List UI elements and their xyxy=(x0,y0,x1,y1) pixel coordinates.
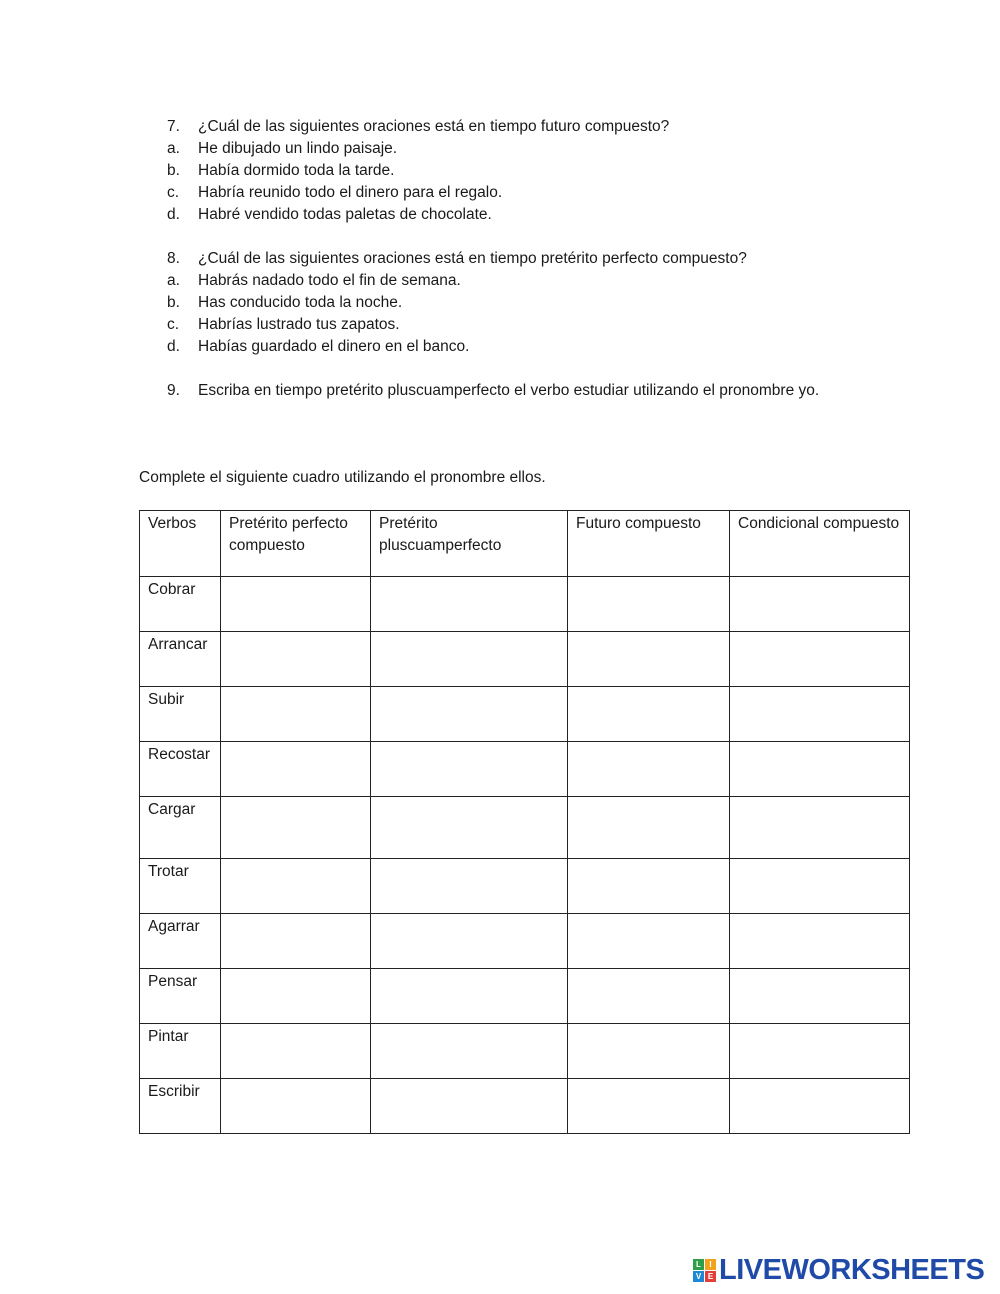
option-text: Había dormido toda la tarde. xyxy=(198,162,395,179)
liveworksheets-logo xyxy=(693,1255,984,1285)
table-row xyxy=(140,914,910,969)
answer-cell[interactable] xyxy=(730,1079,910,1134)
answer-cell[interactable] xyxy=(221,1024,371,1079)
question-prompt xyxy=(167,380,967,402)
answer-cell[interactable] xyxy=(371,742,568,797)
verb-cell: Trotar xyxy=(140,859,221,914)
answer-cell[interactable] xyxy=(371,632,568,687)
question-8 xyxy=(167,248,967,358)
header-preterito-pluscuamperfecto: Pretérito pluscuamperfecto xyxy=(371,511,568,577)
answer-cell[interactable] xyxy=(730,742,910,797)
answer-cell[interactable] xyxy=(221,632,371,687)
answer-cell[interactable] xyxy=(730,969,910,1024)
verb-cell: Escribir xyxy=(140,1079,221,1134)
verb-cell: Pensar xyxy=(140,969,221,1024)
table-row xyxy=(140,969,910,1024)
option-item[interactable] xyxy=(167,292,967,314)
option-letter: b. xyxy=(167,162,180,179)
table-row xyxy=(140,1024,910,1079)
header-verbos: Verbos xyxy=(140,511,221,577)
option-text: Habrás nadado todo el fin de semana. xyxy=(198,272,461,289)
question-text: Escriba en tiempo pretérito pluscuamperfecto el verbo estudiar utilizando el pronombre yo. xyxy=(198,382,820,399)
answer-cell[interactable] xyxy=(371,1024,568,1079)
option-text: Has conducido toda la noche. xyxy=(198,294,403,311)
answer-cell[interactable] xyxy=(221,914,371,969)
answer-cell[interactable] xyxy=(221,1079,371,1134)
table-row xyxy=(140,859,910,914)
question-text: ¿Cuál de las siguientes oraciones está en tiempo pretérito perfecto compuesto? xyxy=(198,250,747,267)
answer-cell[interactable] xyxy=(568,914,730,969)
header-futuro-compuesto: Futuro compuesto xyxy=(568,511,730,577)
question-text: ¿Cuál de las siguientes oraciones está en tiempo futuro compuesto? xyxy=(198,118,670,135)
answer-cell[interactable] xyxy=(371,577,568,632)
table-body xyxy=(140,577,910,1134)
option-letter: d. xyxy=(167,338,180,355)
answer-cell[interactable] xyxy=(730,859,910,914)
question-9 xyxy=(167,380,967,402)
option-letter: a. xyxy=(167,272,180,289)
question-number: 9. xyxy=(167,382,180,399)
answer-cell[interactable] xyxy=(568,742,730,797)
table-row xyxy=(140,1079,910,1134)
option-letter: c. xyxy=(167,184,180,201)
verb-cell: Cargar xyxy=(140,797,221,859)
answer-cell[interactable] xyxy=(221,797,371,859)
answer-cell[interactable] xyxy=(221,577,371,632)
question-number: 8. xyxy=(167,250,180,267)
verb-cell: Recostar xyxy=(140,742,221,797)
answer-cell[interactable] xyxy=(371,687,568,742)
answer-cell[interactable] xyxy=(568,1024,730,1079)
logo-text: LIVEWORKSHEETS xyxy=(719,1253,985,1286)
header-preterito-perfecto-compuesto: Pretérito perfecto compuesto xyxy=(221,511,371,577)
logo-mark-tile: I xyxy=(705,1259,716,1270)
option-text: Habré vendido todas paletas de chocolate. xyxy=(198,206,492,223)
option-text: He dibujado un lindo paisaje. xyxy=(198,140,398,157)
logo-mark-tile: E xyxy=(705,1271,716,1282)
answer-cell[interactable] xyxy=(730,687,910,742)
question-number: 7. xyxy=(167,118,180,135)
verb-cell: Arrancar xyxy=(140,632,221,687)
option-item[interactable] xyxy=(167,204,967,226)
question-prompt xyxy=(167,116,967,138)
question-prompt xyxy=(167,248,967,270)
answer-cell[interactable] xyxy=(221,687,371,742)
answer-cell[interactable] xyxy=(730,914,910,969)
answer-cell[interactable] xyxy=(568,969,730,1024)
question-7 xyxy=(167,116,967,226)
answer-cell[interactable] xyxy=(371,1079,568,1134)
option-item[interactable] xyxy=(167,314,967,336)
option-letter: c. xyxy=(167,316,180,333)
option-text: Habías guardado el dinero en el banco. xyxy=(198,338,470,355)
option-text: Habrías lustrado tus zapatos. xyxy=(198,316,400,333)
logo-mark-tile: V xyxy=(693,1271,704,1282)
answer-cell[interactable] xyxy=(371,969,568,1024)
table-row xyxy=(140,742,910,797)
header-condicional-compuesto: Condicional compuesto xyxy=(730,511,910,577)
liveworksheets-logo-mark-icon xyxy=(693,1259,716,1282)
answer-cell[interactable] xyxy=(730,632,910,687)
answer-cell[interactable] xyxy=(568,1079,730,1134)
answer-cell[interactable] xyxy=(568,632,730,687)
answer-cell[interactable] xyxy=(371,914,568,969)
option-text: Habría reunido todo el dinero para el regalo. xyxy=(198,184,503,201)
table-row xyxy=(140,632,910,687)
conjugation-table xyxy=(139,510,910,1134)
table-instructions: Complete el siguiente cuadro utilizando el pronombre ellos. xyxy=(139,469,546,486)
answer-cell[interactable] xyxy=(568,687,730,742)
option-letter: d. xyxy=(167,206,180,223)
verb-cell: Cobrar xyxy=(140,577,221,632)
answer-cell[interactable] xyxy=(221,969,371,1024)
answer-cell[interactable] xyxy=(730,797,910,859)
option-item[interactable] xyxy=(167,160,967,182)
answer-cell[interactable] xyxy=(568,859,730,914)
option-letter: a. xyxy=(167,140,180,157)
option-item[interactable] xyxy=(167,138,967,160)
answer-cell[interactable] xyxy=(371,797,568,859)
option-item[interactable] xyxy=(167,270,967,292)
option-letter: b. xyxy=(167,294,180,311)
table-row xyxy=(140,797,910,859)
option-item[interactable] xyxy=(167,336,967,358)
answer-cell[interactable] xyxy=(568,577,730,632)
answer-cell[interactable] xyxy=(221,742,371,797)
answer-cell[interactable] xyxy=(730,1024,910,1079)
table-row xyxy=(140,577,910,632)
table-row xyxy=(140,687,910,742)
answer-cell[interactable] xyxy=(568,797,730,859)
verb-cell: Subir xyxy=(140,687,221,742)
verb-cell: Pintar xyxy=(140,1024,221,1079)
answer-cell[interactable] xyxy=(221,859,371,914)
logo-mark-tile: L xyxy=(693,1259,704,1270)
answer-cell[interactable] xyxy=(371,859,568,914)
table-header-row xyxy=(140,511,910,577)
verb-cell: Agarrar xyxy=(140,914,221,969)
option-item[interactable] xyxy=(167,182,967,204)
answer-cell[interactable] xyxy=(730,577,910,632)
